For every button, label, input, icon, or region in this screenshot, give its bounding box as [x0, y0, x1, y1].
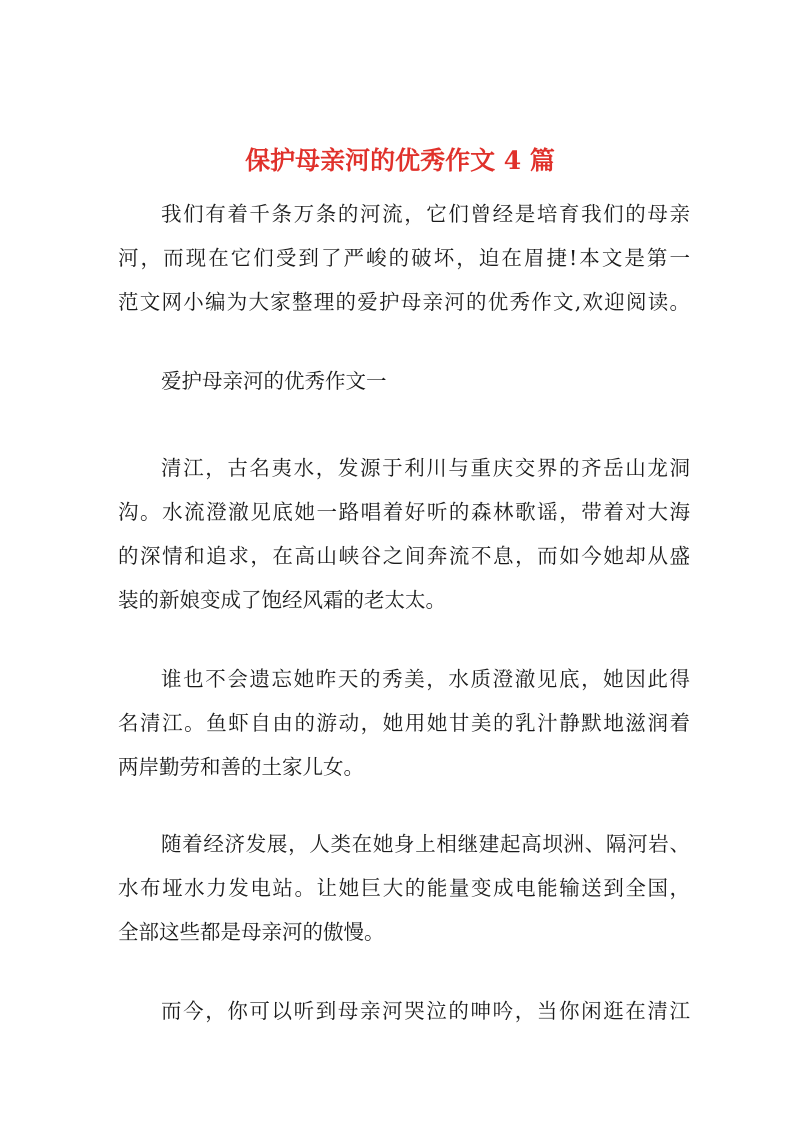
paragraph-line: 名清江。鱼虾自由的游动，她用她甘美的乳汁静默地滋润着	[118, 711, 690, 735]
paragraph-line: 河，而现在它们受到了严峻的破坏，迫在眉捷!本文是第一	[118, 246, 690, 270]
body-paragraph	[118, 657, 690, 789]
body-paragraph	[118, 989, 690, 1033]
paragraph-line: 范文网小编为大家整理的爱护母亲河的优秀作文,欢迎阅读。	[118, 290, 690, 314]
paragraph-line: 谁也不会遗忘她昨天的秀美，水质澄澈见底，她因此得	[161, 667, 690, 691]
paragraph-line: 装的新娘变成了饱经风霜的老太太。	[118, 588, 446, 612]
document-title: 保护母亲河的优秀作文 4 篇	[245, 145, 555, 175]
section-heading	[118, 359, 690, 403]
paragraph-line: 的深情和追求，在高山峡谷之间奔流不息，而如今她却从盛	[118, 544, 690, 568]
paragraph-line: 水布垭水力发电站。让她巨大的能量变成电能输送到全国，	[118, 876, 690, 900]
paragraph-line: 随着经济发展，人类在她身上相继建起高坝洲、隔河岩、	[161, 832, 690, 856]
paragraph-line: 清江，古名夷水，发源于利川与重庆交界的齐岳山龙洞	[161, 456, 690, 480]
intro-paragraph	[118, 192, 690, 324]
body-paragraph	[118, 822, 690, 954]
paragraph-line: 而今，你可以听到母亲河哭泣的呻吟，当你闲逛在清江	[161, 999, 690, 1023]
paragraph-line: 全部这些都是母亲河的傲慢。	[118, 920, 385, 944]
paragraph-line: 沟。水流澄澈见底她一路唱着好听的森林歌谣，带着对大海	[118, 500, 690, 524]
paragraph-line: 两岸勤劳和善的土家儿女。	[118, 755, 364, 779]
body-paragraph	[118, 446, 690, 622]
paragraph-line: 我们有着千条万条的河流，它们曾经是培育我们的母亲	[161, 202, 690, 226]
paragraph-line: 爱护母亲河的优秀作文一	[161, 369, 387, 393]
